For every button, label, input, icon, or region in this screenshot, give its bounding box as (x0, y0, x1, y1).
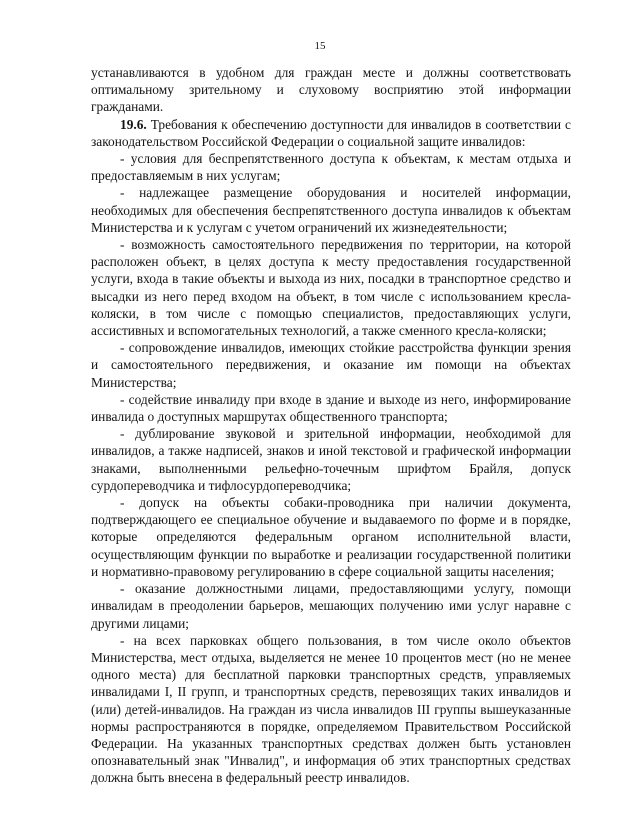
list-item: - возможность самостоятельного передвижения по территории, на которой расположен объект, в целях доступа к месту предоставления государственной услуги, входа в такие объекты и выхода из них, посадки в транспортное средство и высадки из него перед входом на объект, в том числе с использованием кресла-коляски, в том числе с помощью специалистов, предоставляющих услуги, ассистивных и вспомогательных технологий, а также сменного кресла-коляски; (91, 237, 571, 339)
list-item: - содействие инвалиду при входе в здание и выходе из него, информирование инвалида о доступных маршрутах общественного транспорта; (91, 391, 571, 425)
continuation-paragraph: устанавливаются в удобном для граждан месте и должны соответствовать оптимальному зрительному и слуховому восприятию этой информации гражданами. (91, 65, 571, 115)
page-number: 15 (314, 40, 326, 52)
document-body (91, 64, 571, 787)
list-item: - дублирование звуковой и зрительной информации, необходимой для инвалидов, а также надписей, знаков и иной текстовой и графической информации знаками, выполненными рельефно-точечным шрифтом Брайля, допуск сурдопереводчика и тифлосурдопереводчика; (91, 426, 571, 493)
list-item: - сопровождение инвалидов, имеющих стойкие расстройства функции зрения и самостоятельного передвижения, и оказание им помощи на объектах Министерства; (91, 340, 571, 390)
list-item: - надлежащее размещение оборудования и носителей информации, необходимых для обеспечения беспрепятственного доступа инвалидов к объектам Министерства и к услугам с учетом ограничений их жизнедеятельности; (91, 185, 571, 235)
section-number: 19.6. (120, 116, 147, 132)
section-heading-paragraph (91, 116, 571, 150)
list-item: - оказание должностными лицами, предоставляющими услугу, помощи инвалидам в преодолении барьеров, мешающих получению ими услуг наравне с другими лицами; (91, 581, 571, 631)
list-item: - допуск на объекты собаки-проводника при наличии документа, подтверждающего ее специальное обучение и выдаваемого по форме и в порядке, которые определяются федеральным органом исполнительной власти, осуществляющим функции по выработке и реализации государственной политики и нормативно-правовому регулированию в сфере социальной защиты населения; (91, 495, 571, 579)
list-item: - на всех парковках общего пользования, в том числе около объектов Министерства, мест отдыха, выделяется не менее 10 процентов мест (но не менее одного места) для бесплатной парковки транспортных средств, управляемых инвалидами I, II групп, и транспортных средств, перевозящих таких инвалидов и (или) детей-инвалидов. На граждан из числа инвалидов III группы вышеуказанные нормы распространяются в порядке, определяемом Правительством Российской Федерации. На указанных транспортных средствах должен быть установлен опознавательный знак "Инвалид", и информация об этих транспортных средствах должна быть внесена в федеральный реестр инвалидов. (91, 632, 571, 786)
list-item: - условия для беспрепятственного доступа к объектам, к местам отдыха и предоставляемым в них услугам; (91, 151, 571, 184)
section-intro: Требования к обеспечению доступности для инвалидов в соответствии с законодательством Российской Федерации о социальной защите инвалидов: (91, 116, 571, 149)
